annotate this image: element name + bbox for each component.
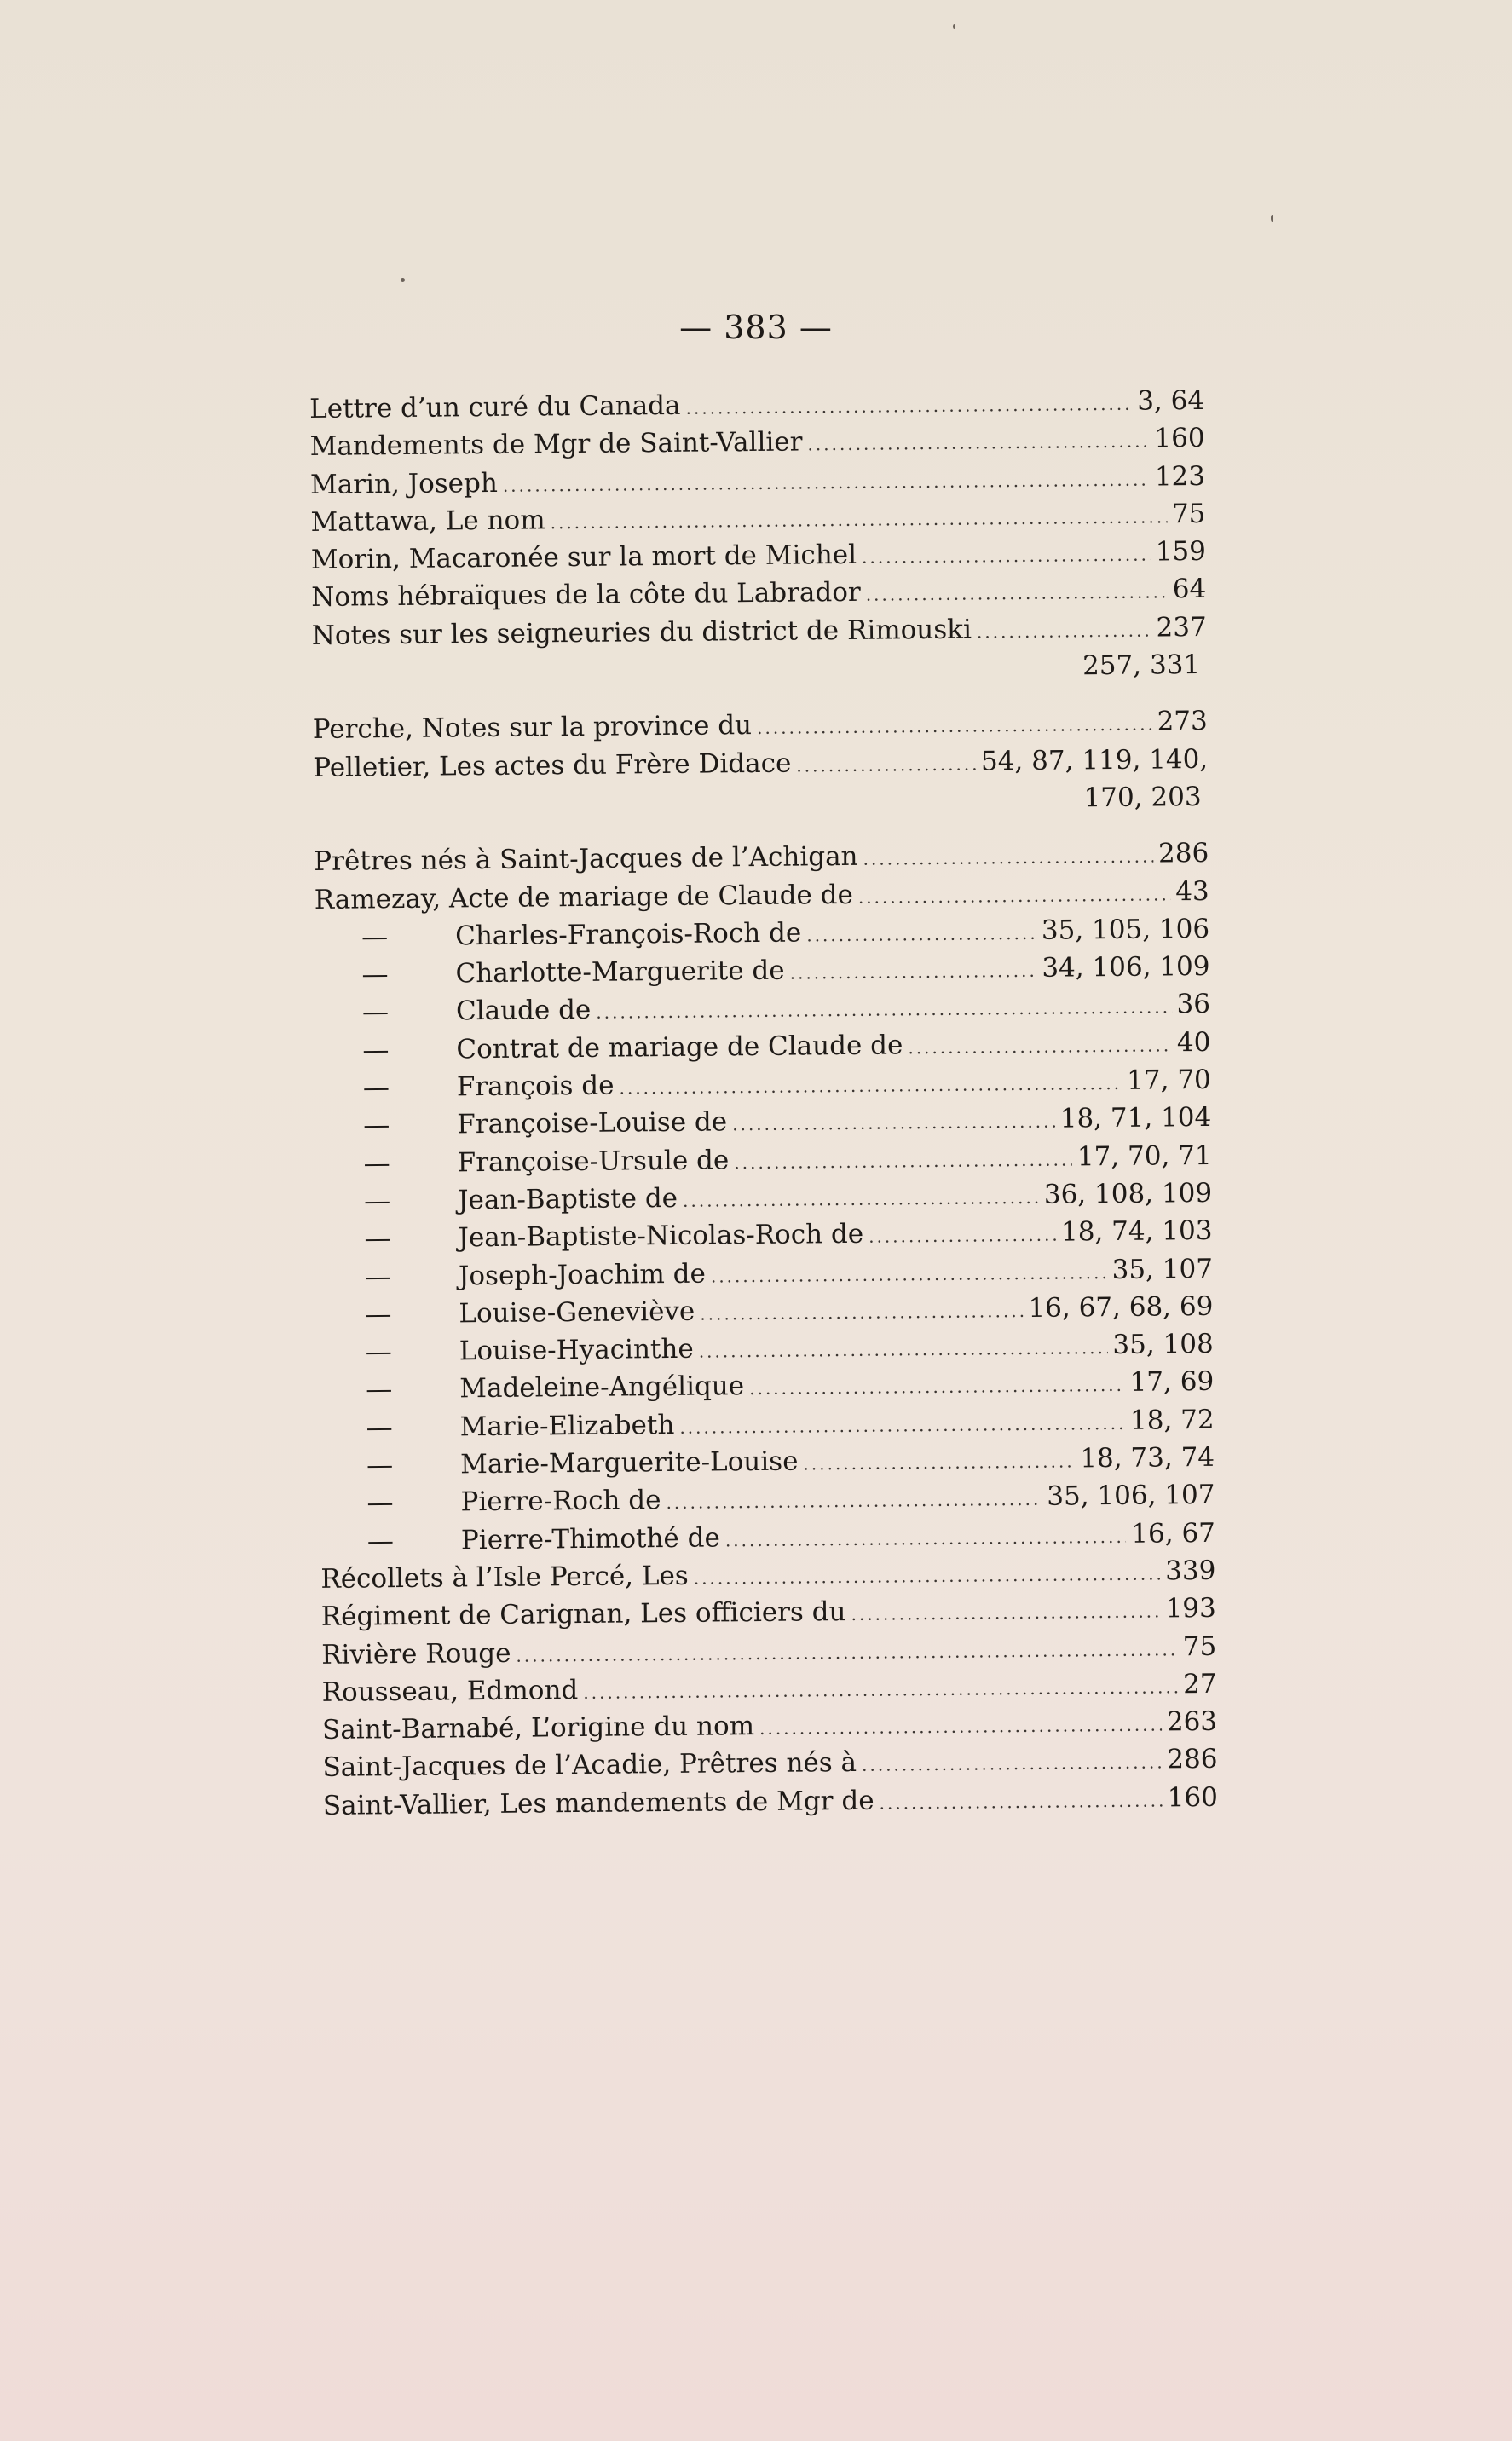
index-subentry (315, 1024, 1210, 1070)
entry-pages: 160 (1167, 1781, 1219, 1814)
dot-leader (807, 423, 1149, 464)
entry-pages: 54, 87, 119, 140, (980, 743, 1209, 777)
entry-label: Pierre-Roch de (460, 1485, 661, 1518)
entry-pages: 35, 105, 106 (1041, 913, 1210, 946)
entry-pages: 35, 108 (1112, 1328, 1214, 1361)
ditto-dash: — (366, 1411, 393, 1444)
dot-leader (863, 838, 1153, 879)
ditto-dash: — (364, 1223, 391, 1255)
index-subentry (315, 985, 1210, 1031)
ditto-dash: — (363, 1147, 390, 1180)
entry-label: Joseph-Joachim de (458, 1258, 707, 1291)
entry-label: Notes sur les seigneuries du district de Rimouski (311, 614, 972, 651)
entry-pages: 36 (1176, 989, 1211, 1020)
ditto-dash: — (364, 1261, 392, 1292)
index-entry (311, 570, 1206, 616)
ditto-dash: — (363, 1110, 390, 1141)
entry-pages: 27 (1182, 1668, 1217, 1700)
entry-label: Saint-Vallier, Les mandements de Mgr de (322, 1785, 874, 1821)
entry-label: Jean-Baptiste-Nicolas-Roch de (458, 1219, 864, 1254)
entry-pages: 16, 67 (1131, 1517, 1216, 1549)
ditto-dash: — (361, 921, 389, 953)
paper-speck (1271, 215, 1273, 222)
index-entry (321, 1665, 1216, 1711)
entry-pages: 273 (1157, 706, 1208, 737)
index-subentry (319, 1363, 1214, 1409)
entry-label: Claude de (455, 995, 592, 1027)
ditto-dash: — (362, 1034, 390, 1066)
dot-leader (862, 536, 1151, 577)
index-entry (320, 1552, 1215, 1598)
index-entry (312, 609, 1207, 655)
dot-leader (683, 1179, 1039, 1220)
dot-leader (734, 1140, 1072, 1181)
dot-leader (803, 1442, 1075, 1482)
entry-label: Contrat de mariage de Claude de (456, 1030, 903, 1065)
entry-pages-continued: 170, 203 (1083, 781, 1202, 814)
index-entry (310, 458, 1205, 504)
index-list (309, 382, 1218, 1825)
entry-label: Noms hébraïques de la côte du Labrador (311, 577, 861, 614)
index-subentry (320, 1514, 1215, 1560)
entry-pages: 75 (1182, 1630, 1217, 1662)
entry-pages: 160 (1154, 423, 1205, 454)
index-subentry (319, 1325, 1214, 1371)
entry-label: Jean-Baptiste de (457, 1182, 678, 1216)
entry-label: Mandements de Mgr de Saint-Vallier (309, 426, 803, 463)
dot-leader (869, 1216, 1056, 1255)
dot-leader (789, 952, 1036, 992)
entry-pages: 286 (1157, 838, 1209, 869)
entry-label: Marie-Marguerite-Louise (459, 1446, 799, 1480)
dot-leader (694, 1555, 1161, 1597)
dot-leader (879, 1781, 1163, 1821)
entry-label: Rousseau, Edmond (321, 1674, 579, 1708)
entry-label: Françoise-Ursule de (457, 1144, 730, 1179)
ditto-dash: — (362, 1072, 390, 1104)
entry-label: Perche, Notes sur la province du (312, 710, 753, 746)
ditto-dash: — (361, 996, 390, 1028)
dot-leader (977, 611, 1151, 650)
dot-leader (516, 1630, 1178, 1675)
dot-leader (596, 989, 1172, 1032)
dot-leader (550, 498, 1167, 541)
entry-pages: 40 (1176, 1026, 1211, 1059)
entry-label: Morin, Macaronée sur la mort de Michel (310, 540, 857, 576)
entry-label: Marie-Elizabeth (459, 1409, 675, 1443)
entry-pages: 18, 72 (1129, 1404, 1215, 1436)
dot-leader (679, 1405, 1125, 1446)
page-number: — 383 — (679, 309, 833, 346)
entry-pages: 123 (1154, 460, 1206, 493)
ditto-dash: — (366, 1487, 394, 1519)
dot-leader (862, 1744, 1163, 1785)
entry-pages: 237 (1156, 611, 1207, 643)
ditto-dash: — (366, 1450, 394, 1481)
entry-pages: 75 (1171, 498, 1206, 530)
entry-label: Marin, Joseph (309, 467, 499, 500)
dot-leader (759, 1706, 1162, 1748)
index-entry (321, 1590, 1216, 1636)
ditto-dash: — (366, 1374, 393, 1405)
entry-pages: 286 (1167, 1744, 1218, 1775)
entry-pages: 35, 106, 107 (1047, 1480, 1215, 1513)
entry-pages: 34, 106, 109 (1042, 951, 1210, 984)
index-entry (322, 1740, 1217, 1786)
ditto-dash: — (363, 1186, 391, 1217)
entry-pages: 35, 107 (1111, 1253, 1214, 1285)
entry-pages: 339 (1164, 1555, 1216, 1587)
entry-label: Charlotte-Marguerite de (455, 955, 785, 990)
index-entry (321, 1627, 1216, 1673)
entry-label: Régiment de Carignan, Les officiers du (320, 1596, 846, 1633)
paper-speck (401, 278, 405, 282)
entry-label: Pelletier, Les actes du Frère Didace (313, 747, 792, 783)
ditto-dash: — (365, 1298, 392, 1330)
dot-leader (866, 574, 1169, 615)
dot-leader (851, 1593, 1161, 1634)
entry-pages: 18, 74, 103 (1060, 1215, 1213, 1248)
entry-label: Saint-Jacques de l’Acadie, Prêtres nés à (322, 1747, 857, 1784)
index-entry (311, 533, 1206, 579)
entry-pages: 16, 67, 68, 69 (1028, 1290, 1214, 1324)
entry-label: François de (456, 1070, 615, 1103)
dot-leader (666, 1480, 1042, 1522)
entry-label: Mattawa, Le nom (310, 505, 545, 538)
dot-leader (806, 915, 1036, 955)
entry-label: Charles-François-Roch de (454, 917, 802, 952)
index-entry (309, 419, 1204, 465)
entry-label: Françoise-Louise de (457, 1106, 728, 1140)
entry-pages: 36, 108, 109 (1043, 1177, 1213, 1210)
entry-pages: 17, 69 (1129, 1366, 1215, 1399)
entry-label: Madeleine-Angélique (459, 1371, 745, 1405)
index-entry (322, 1703, 1217, 1749)
dot-leader (796, 745, 976, 784)
dot-leader (700, 1292, 1024, 1333)
entry-label: Lettre d’un curé du Canada (309, 390, 681, 424)
entry-pages: 64 (1172, 574, 1207, 605)
entry-label: Pierre-Thimothé de (460, 1522, 721, 1555)
entry-pages: 263 (1166, 1705, 1218, 1738)
entry-pages: 17, 70 (1127, 1064, 1211, 1096)
entry-label: Ramezay, Acte de mariage de Claude de (314, 879, 854, 915)
entry-label: Rivière Rouge (321, 1637, 511, 1671)
entry-label: Saint-Barnabé, L’origine du nom (321, 1711, 755, 1746)
dot-leader (732, 1103, 1055, 1144)
entry-pages: 18, 73, 74 (1080, 1441, 1215, 1474)
index-entry (309, 382, 1204, 428)
entry-label: Récollets à l’Isle Percé, Les (320, 1560, 689, 1595)
entry-label: Louise-Hyacinthe (459, 1333, 694, 1367)
index-entry (310, 495, 1205, 541)
paper-speck (953, 24, 955, 29)
entry-pages: 193 (1165, 1593, 1216, 1624)
dot-leader (619, 1065, 1122, 1107)
entry-pages: 43 (1175, 875, 1209, 907)
dot-leader (503, 460, 1150, 505)
dot-leader (699, 1329, 1108, 1371)
index-entry (323, 1779, 1218, 1825)
dot-leader (725, 1517, 1127, 1559)
entry-pages-continued: 257, 331 (1082, 649, 1201, 682)
entry-label: Louise-Geneviève (459, 1296, 695, 1330)
dot-leader (749, 1366, 1125, 1408)
dot-leader (858, 875, 1171, 916)
entry-pages: 159 (1155, 536, 1207, 568)
dot-leader (583, 1668, 1178, 1711)
dot-leader (685, 385, 1132, 427)
ditto-dash: — (361, 959, 389, 990)
ditto-dash: — (365, 1336, 393, 1368)
ditto-dash: — (366, 1525, 395, 1557)
entry-label: Prêtres nés à Saint-Jacques de l’Achigan (314, 841, 858, 878)
entry-pages: 17, 70, 71 (1076, 1140, 1212, 1173)
entry-pages: 18, 71, 104 (1059, 1102, 1212, 1134)
dot-leader (908, 1026, 1172, 1066)
index-entry (314, 834, 1209, 880)
entry-pages: 3, 64 (1137, 384, 1205, 417)
